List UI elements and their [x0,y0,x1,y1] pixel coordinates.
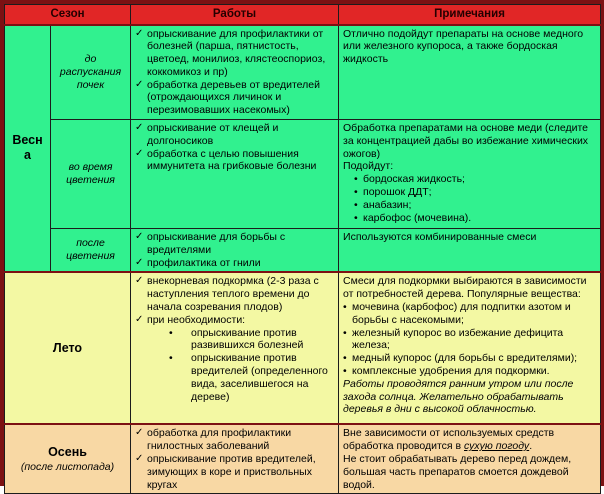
bullet-icon: • [354,186,358,199]
note-intro: Обработка препаратами на основе меди (следите за концентрацией дабы во избежание химических ожогов) [343,122,589,160]
work-text: опрыскивание от клещей и долгоносиков [147,122,279,147]
checkmark-icon: ✓ [135,147,144,159]
work-text: внекорневая подкормка (2-3 раза с наступления теплого времени до начала созревания плодов) [147,275,319,314]
note-text: Вне зависимости от используемых средств обработка проводится в [343,427,555,453]
season-subtitle: (после листопада) [20,460,115,473]
work-sub-item [169,352,334,403]
note-advice-italic: Работы проводятся ранним утром или после захода солнца. Желательно обрабатывать деревья в дни с высокой облачностью. [343,377,574,416]
spring-row-after-flowering [5,229,601,273]
notes-cell: Используются комбинированные смеси [339,229,601,273]
checkmark-icon: ✓ [135,231,144,243]
phase-cell: во время цветения [51,120,131,229]
works-cell [131,229,339,273]
work-sub-item [169,327,334,353]
bullet-icon: • [354,211,358,224]
spring-row-flowering [5,120,601,229]
note-bullet-text: мочевина (карбофос) для подпитки азотом и борьбы с насекомыми; [352,301,571,326]
work-text: обработка деревьев от вредителей (отрождающихся личинок и перезимовавших насекомых) [147,78,320,117]
work-text: обработка для профилактики гнилостных заболеваний [147,427,292,453]
note-bullet-item [343,327,596,353]
work-text: обработка с целью повышения иммунитета на грибковые болезни [147,147,317,173]
work-item [135,148,334,174]
works-cell [131,424,339,493]
note-subtitle: Подойдут: [343,160,394,173]
note-bullet-item [354,173,596,186]
note-bullet-text: бордоская жидкость; [363,173,465,186]
checkmark-icon: ✓ [135,427,144,439]
checkmark-icon: ✓ [135,27,144,39]
note-bullet-item [343,301,596,327]
note-bullet-item [354,212,596,225]
note-bullet-text: анабазин; [363,198,412,211]
bullet-icon: • [169,352,173,365]
work-item [135,122,334,148]
season-cell-spring: Весна [5,25,51,273]
notes-cell [339,424,601,493]
notes-cell [339,120,601,229]
checkmark-icon: ✓ [135,78,144,90]
season-name: Осень [48,445,87,460]
season-cell-summer: Лето [5,272,131,424]
work-text: при необходимости: [147,313,246,326]
works-cell [131,25,339,120]
work-item [135,231,334,257]
work-text: профилактика от гнили [147,256,261,269]
work-item [135,427,334,453]
checkmark-icon: ✓ [135,313,144,325]
header-season: Сезон [5,5,131,25]
bullet-icon: • [343,365,347,378]
header-works: Работы [131,5,339,25]
summer-row [5,272,601,424]
notes-cell [339,272,601,424]
work-item [135,314,334,327]
table [4,4,601,494]
season-cell-autumn [5,424,131,493]
work-sub-text: опрыскивание против развившихся болезней [191,326,304,352]
bullet-icon: • [343,352,347,365]
bullet-icon: • [343,326,347,339]
work-item [135,275,334,313]
phase-cell: после цветения [51,229,131,273]
work-item [135,79,334,117]
works-cell [131,272,339,424]
work-item [135,257,334,270]
work-text: опрыскивание для профилактики от болезней (парша, пятнистость, цветоед, монилиоз, клястеоспориоз, коккомикоз и пр) [147,27,326,78]
note-bullet-text: комплексные удобрения для подкормки. [352,365,550,378]
note-weather [343,427,596,453]
note-emphasis-underlined: сухую погоду [464,440,530,453]
bullet-icon: • [169,326,173,339]
work-text: опрыскивание против вредителей, зимующих в коре и приствольных кругах [147,453,316,491]
note-bullet-item [343,365,596,378]
autumn-row [5,424,601,493]
notes-cell: Отлично подойдут препараты на основе медного или железного купороса, а также бордоская жидкость [339,25,601,120]
checkmark-icon: ✓ [135,122,144,134]
checkmark-icon: ✓ [135,275,144,287]
note-intro: Смеси для подкормки выбираются в зависимости от потребностей дерева. Популярные вещества: [343,275,587,301]
note-bullet-item [343,352,596,365]
work-item [135,28,334,79]
bullet-icon: • [343,301,347,314]
checkmark-icon: ✓ [135,453,144,465]
work-sub-text: опрыскивание против вредителей (определенного вида, заселившегося на дереве) [191,352,328,403]
bullet-icon: • [354,198,358,211]
note-bullet-item [354,199,596,212]
work-text: опрыскивание для борьбы с вредителями [147,231,286,256]
works-cell [131,120,339,229]
phase-cell: до распускания почек [51,25,131,120]
note-bullet-text: порошок ДДТ; [363,186,432,199]
note-bullet-text: железный купорос во избежание дефицита железа; [352,326,564,352]
note-bullet-text: медный купорос (для борьбы с вредителями); [352,352,578,365]
header-notes: Примечания [339,5,601,25]
table-header-row [5,5,601,25]
note-rain-warning: Не стоит обрабатывать дерево перед дождем, большая часть препаратов смоется дождевой водой. [343,453,572,491]
spring-row-before-budbreak [5,25,601,120]
bullet-icon: • [354,173,358,186]
note-bullet-item [354,186,596,199]
note-bullet-text: карбофос (мочевина). [363,211,472,224]
note-text: . [529,440,533,453]
checkmark-icon: ✓ [135,256,144,268]
